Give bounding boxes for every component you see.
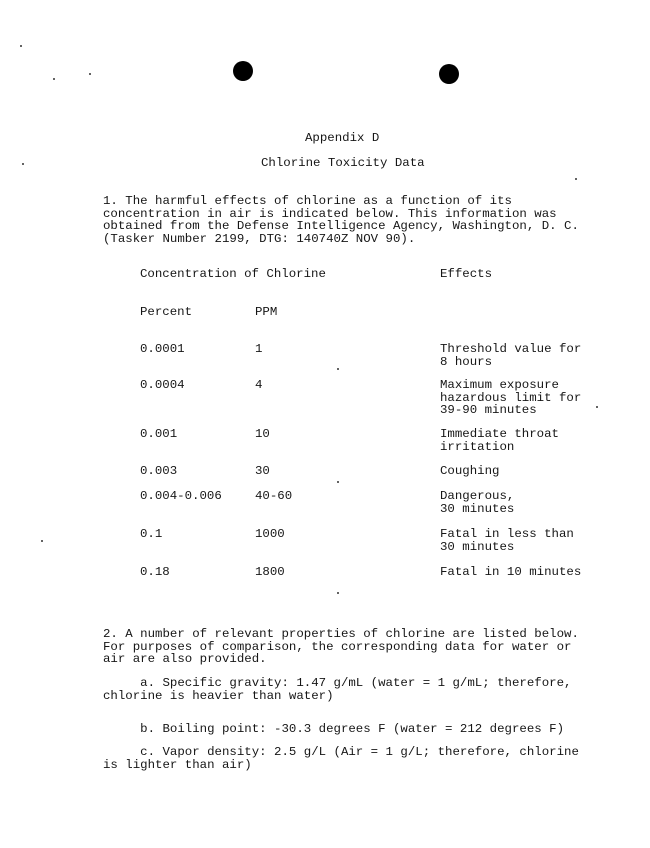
ppm-cell: 30 bbox=[255, 464, 270, 478]
effect-cell: Threshold value for 8 hours bbox=[440, 342, 582, 369]
ppm-cell: 40-60 bbox=[255, 489, 293, 503]
ppm-cell: 1000 bbox=[255, 527, 285, 541]
percent-cell: 0.0004 bbox=[140, 378, 185, 392]
property-specific-gravity: a. Specific gravity: 1.47 g/mL (water = 1 g/mL; therefore, chlorine is heavier than water) bbox=[103, 676, 572, 703]
ppm-column-header: PPM bbox=[255, 305, 278, 319]
scan-speck bbox=[53, 78, 55, 80]
percent-cell: 0.18 bbox=[140, 565, 170, 579]
effect-cell: Dangerous, 30 minutes bbox=[440, 489, 515, 516]
ppm-cell: 1800 bbox=[255, 565, 285, 579]
concentration-group-header: Concentration of Chlorine bbox=[140, 267, 326, 281]
percent-cell: 0.004-0.006 bbox=[140, 489, 222, 503]
effect-cell: Fatal in 10 minutes bbox=[440, 565, 582, 579]
appendix-label: Appendix D bbox=[305, 131, 380, 145]
section-1-paragraph: 1. The harmful effects of chlorine as a function of its concentration in air is indicated below. This information was obtained from the Defense Intelligence Agency, Washington, D. C. (Tasker Number 2199, DTG: 140740Z NOV 90). bbox=[103, 194, 579, 246]
ppm-cell: 4 bbox=[255, 378, 263, 392]
percent-cell: 0.0001 bbox=[140, 342, 185, 356]
effect-cell: Immediate throat irritation bbox=[440, 427, 559, 454]
effect-cell: Maximum exposure hazardous limit for 39-90 minutes bbox=[440, 378, 582, 417]
scan-speck bbox=[41, 540, 43, 542]
ppm-cell: 10 bbox=[255, 427, 270, 441]
section-2-intro: 2. A number of relevant properties of chlorine are listed below. For purposes of comparison, the corresponding data for water or air are also provided. bbox=[103, 627, 579, 666]
scan-speck bbox=[20, 45, 22, 47]
property-boiling-point: b. Boiling point: -30.3 degrees F (water = 212 degrees F) bbox=[103, 722, 565, 736]
percent-column-header: Percent bbox=[140, 305, 193, 319]
effects-header: Effects bbox=[440, 267, 493, 281]
property-vapor-density: c. Vapor density: 2.5 g/L (Air = 1 g/L; therefore, chlorine is lighter than air) bbox=[103, 745, 579, 772]
percent-cell: 0.1 bbox=[140, 527, 163, 541]
ppm-cell: 1 bbox=[255, 342, 263, 356]
percent-cell: 0.001 bbox=[140, 427, 178, 441]
page-title: Chlorine Toxicity Data bbox=[261, 156, 425, 170]
scan-speck bbox=[89, 73, 91, 75]
effect-cell: Fatal in less than 30 minutes bbox=[440, 527, 574, 554]
scan-speck bbox=[22, 163, 24, 165]
effect-cell: Coughing bbox=[440, 464, 500, 478]
percent-cell: 0.003 bbox=[140, 464, 178, 478]
toxicity-table bbox=[140, 0, 650, 848]
